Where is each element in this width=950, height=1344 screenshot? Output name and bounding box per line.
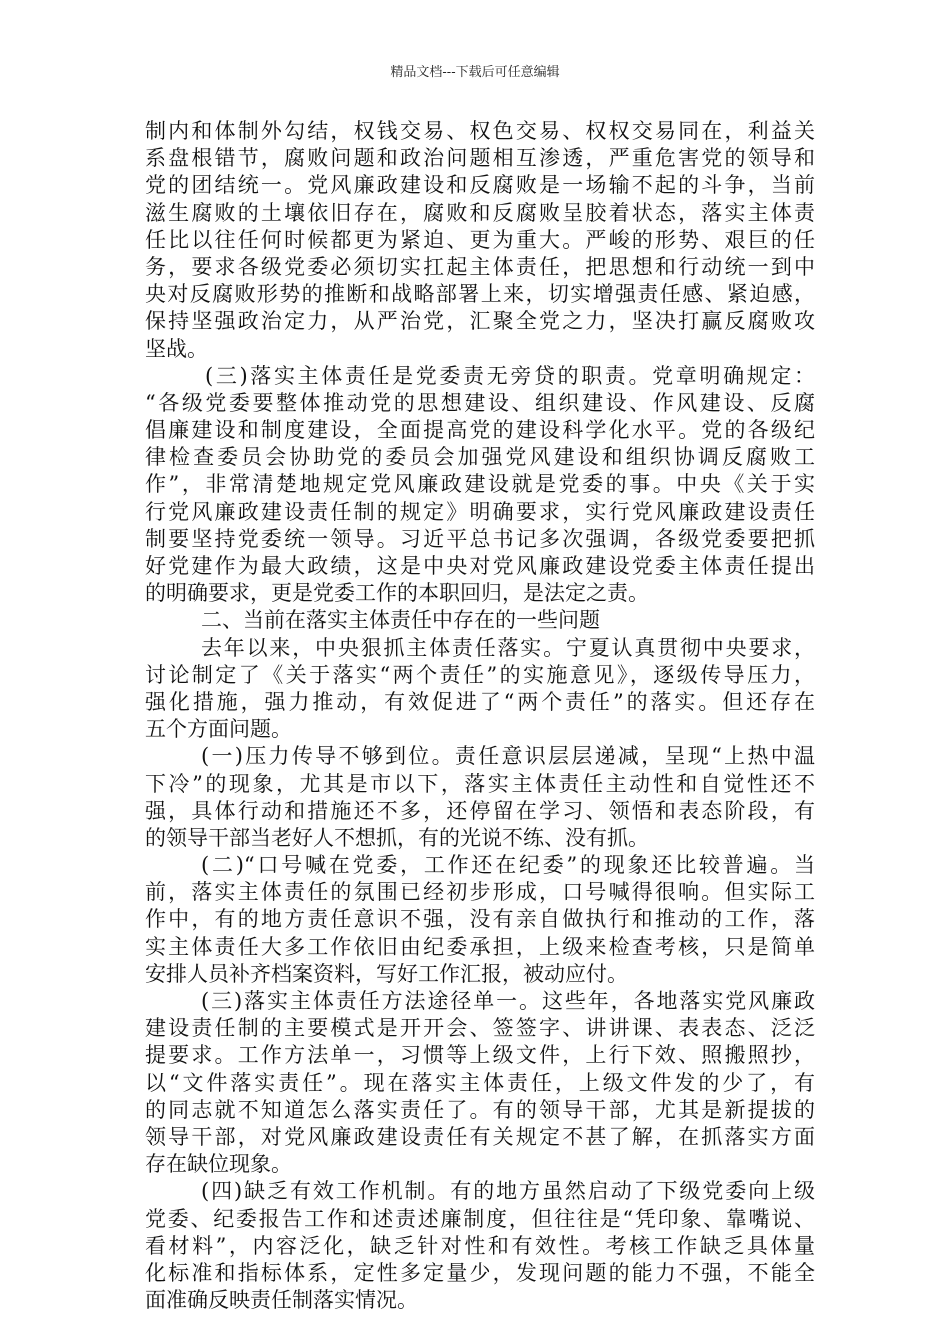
text-line: 建设责任制的主要模式是开开会、签签字、讲讲课、表表态、泛泛 <box>145 1016 815 1041</box>
text-line: 作”，非常清楚地规定党风廉政建设就是党委的事。中央《关于实 <box>145 472 815 497</box>
text-line: 提要求。工作方法单一，习惯等上级文件，上行下效、照搬照抄， <box>145 1043 815 1068</box>
text-line: 领导干部，对党风廉政建设责任有关规定不甚了解，在抓落实方面 <box>145 1124 815 1149</box>
text-line: 的领导干部当老好人不想抓，有的光说不练、没有抓。 <box>145 825 649 850</box>
text-line: 实主体责任大多工作依旧由纪委承担，上级来检查考核，只是简单 <box>145 934 815 959</box>
page-header: 精品文档---下载后可任意编辑 <box>390 65 560 80</box>
text-line: (三)落实主体责任方法途径单一。这些年，各地落实党风廉政 <box>201 989 815 1013</box>
paragraph-continued <box>145 118 815 363</box>
text-line: 存在缺位现象。 <box>145 1152 292 1177</box>
paragraph-problem-1 <box>145 743 815 852</box>
text-line: 制要坚持党委统一领导。习近平总书记多次强调，各级党委要把抓 <box>145 526 815 551</box>
paragraph-intro <box>145 635 815 744</box>
text-line: (一)压力传导不够到位。责任意识层层递减，呈现“上热中温 <box>201 744 815 769</box>
paragraph-section-3 <box>145 363 815 608</box>
text-line: 讨论制定了《关于落实“两个责任”的实施意见》，逐级传导压力， <box>145 662 815 687</box>
text-line: (三)落实主体责任是党委责无旁贷的职责。党章明确规定： <box>205 363 815 388</box>
text-line: 二、当前在落实主体责任中存在的一些问题 <box>201 608 600 633</box>
text-line: 去年以来，中央狠抓主体责任落实。宁夏认真贯彻中央要求， <box>201 635 815 660</box>
text-line: 央对反腐败形势的推断和战略部署上来，切实增强责任感、紧迫感， <box>145 282 815 307</box>
text-line: 党委、纪委报告工作和述责述廉制度，但往往是“凭印象、靠嘴说、 <box>145 1206 815 1231</box>
text-line: 的同志就不知道怎么落实责任了。有的领导干部，尤其是新提拔的 <box>145 1097 815 1122</box>
paragraph-problem-2 <box>145 852 815 988</box>
text-line: 看材料”，内容泛化，缺乏针对性和有效性。考核工作缺乏具体量 <box>145 1233 815 1258</box>
text-line: 务，要求各级党委必须切实扛起主体责任，把思想和行动统一到中 <box>145 254 815 279</box>
text-line: 好党建作为最大政绩，这是中央对党风廉政建设党委主体责任提出 <box>145 554 815 578</box>
text-line: “各级党委要整体推动党的思想建设、组织建设、作风建设、反腐 <box>145 390 815 415</box>
text-line: 系盘根错节，腐败问题和政治问题相互渗透，严重危害党的领导和 <box>145 146 815 171</box>
text-line: 制内和体制外勾结，权钱交易、权色交易、权权交易同在，利益关 <box>145 119 815 143</box>
document-body <box>145 118 815 1314</box>
text-line: 行党风廉政建设责任制的规定》明确要求，实行党风廉政建设责任 <box>145 499 815 524</box>
text-line: 保持坚强政治定力，从严治党，汇聚全党之力，坚决打赢反腐败攻 <box>145 309 815 334</box>
text-line: (二)“口号喊在党委，工作还在纪委”的现象还比较普遍。当 <box>201 853 815 878</box>
text-line: 倡廉建设和制度建设，全面提高党的建设科学化水平。党的各级纪 <box>145 418 815 443</box>
text-line: 安排人员补齐档案资料，写好工作汇报，被动应付。 <box>145 961 628 986</box>
text-line: 强化措施，强力推动，有效促进了“两个责任”的落实。但还存在 <box>145 689 815 714</box>
text-line: 任比以往任何时候都更为紧迫、更为重大。严峻的形势、艰巨的任 <box>145 227 815 252</box>
text-line: 下冷”的现象，尤其是市以下，落实主体责任主动性和自觉性还不 <box>145 771 815 796</box>
paragraph-problem-4 <box>145 1178 815 1314</box>
text-line: 律检查委员会协助党的委员会加强党风建设和组织协调反腐败工 <box>145 445 815 470</box>
text-line: 的明确要求，更是党委工作的本职回归，是法定之责。 <box>145 581 649 606</box>
text-line: 坚战。 <box>145 336 208 361</box>
paragraph-heading-2 <box>145 607 815 634</box>
text-line: 化标准和指标体系，定性多定量少，发现问题的能力不强，不能全 <box>145 1260 815 1285</box>
text-line: 滋生腐败的土壤依旧存在，腐败和反腐败呈胶着状态，落实主体责 <box>145 200 815 225</box>
text-line: 作中，有的地方责任意识不强，没有亲自做执行和推动的工作，落 <box>145 907 815 932</box>
text-line: 面准确反映责任制落实情况。 <box>145 1288 418 1313</box>
text-line: 党的团结统一。党风廉政建设和反腐败是一场输不起的斗争，当前 <box>145 173 815 198</box>
text-line: (四)缺乏有效工作机制。有的地方虽然启动了下级党委向上级 <box>201 1179 815 1204</box>
paragraph-problem-3 <box>145 988 815 1178</box>
text-line: 强，具体行动和措施还不多，还停留在学习、领悟和表态阶段，有 <box>145 798 815 823</box>
text-line: 以“文件落实责任”。现在落实主体责任，上级文件发的少了，有 <box>145 1070 815 1095</box>
text-line: 前，落实主体责任的氛围已经初步形成，口号喊得很响。但实际工 <box>145 880 815 905</box>
text-line: 五个方面问题。 <box>145 717 292 742</box>
